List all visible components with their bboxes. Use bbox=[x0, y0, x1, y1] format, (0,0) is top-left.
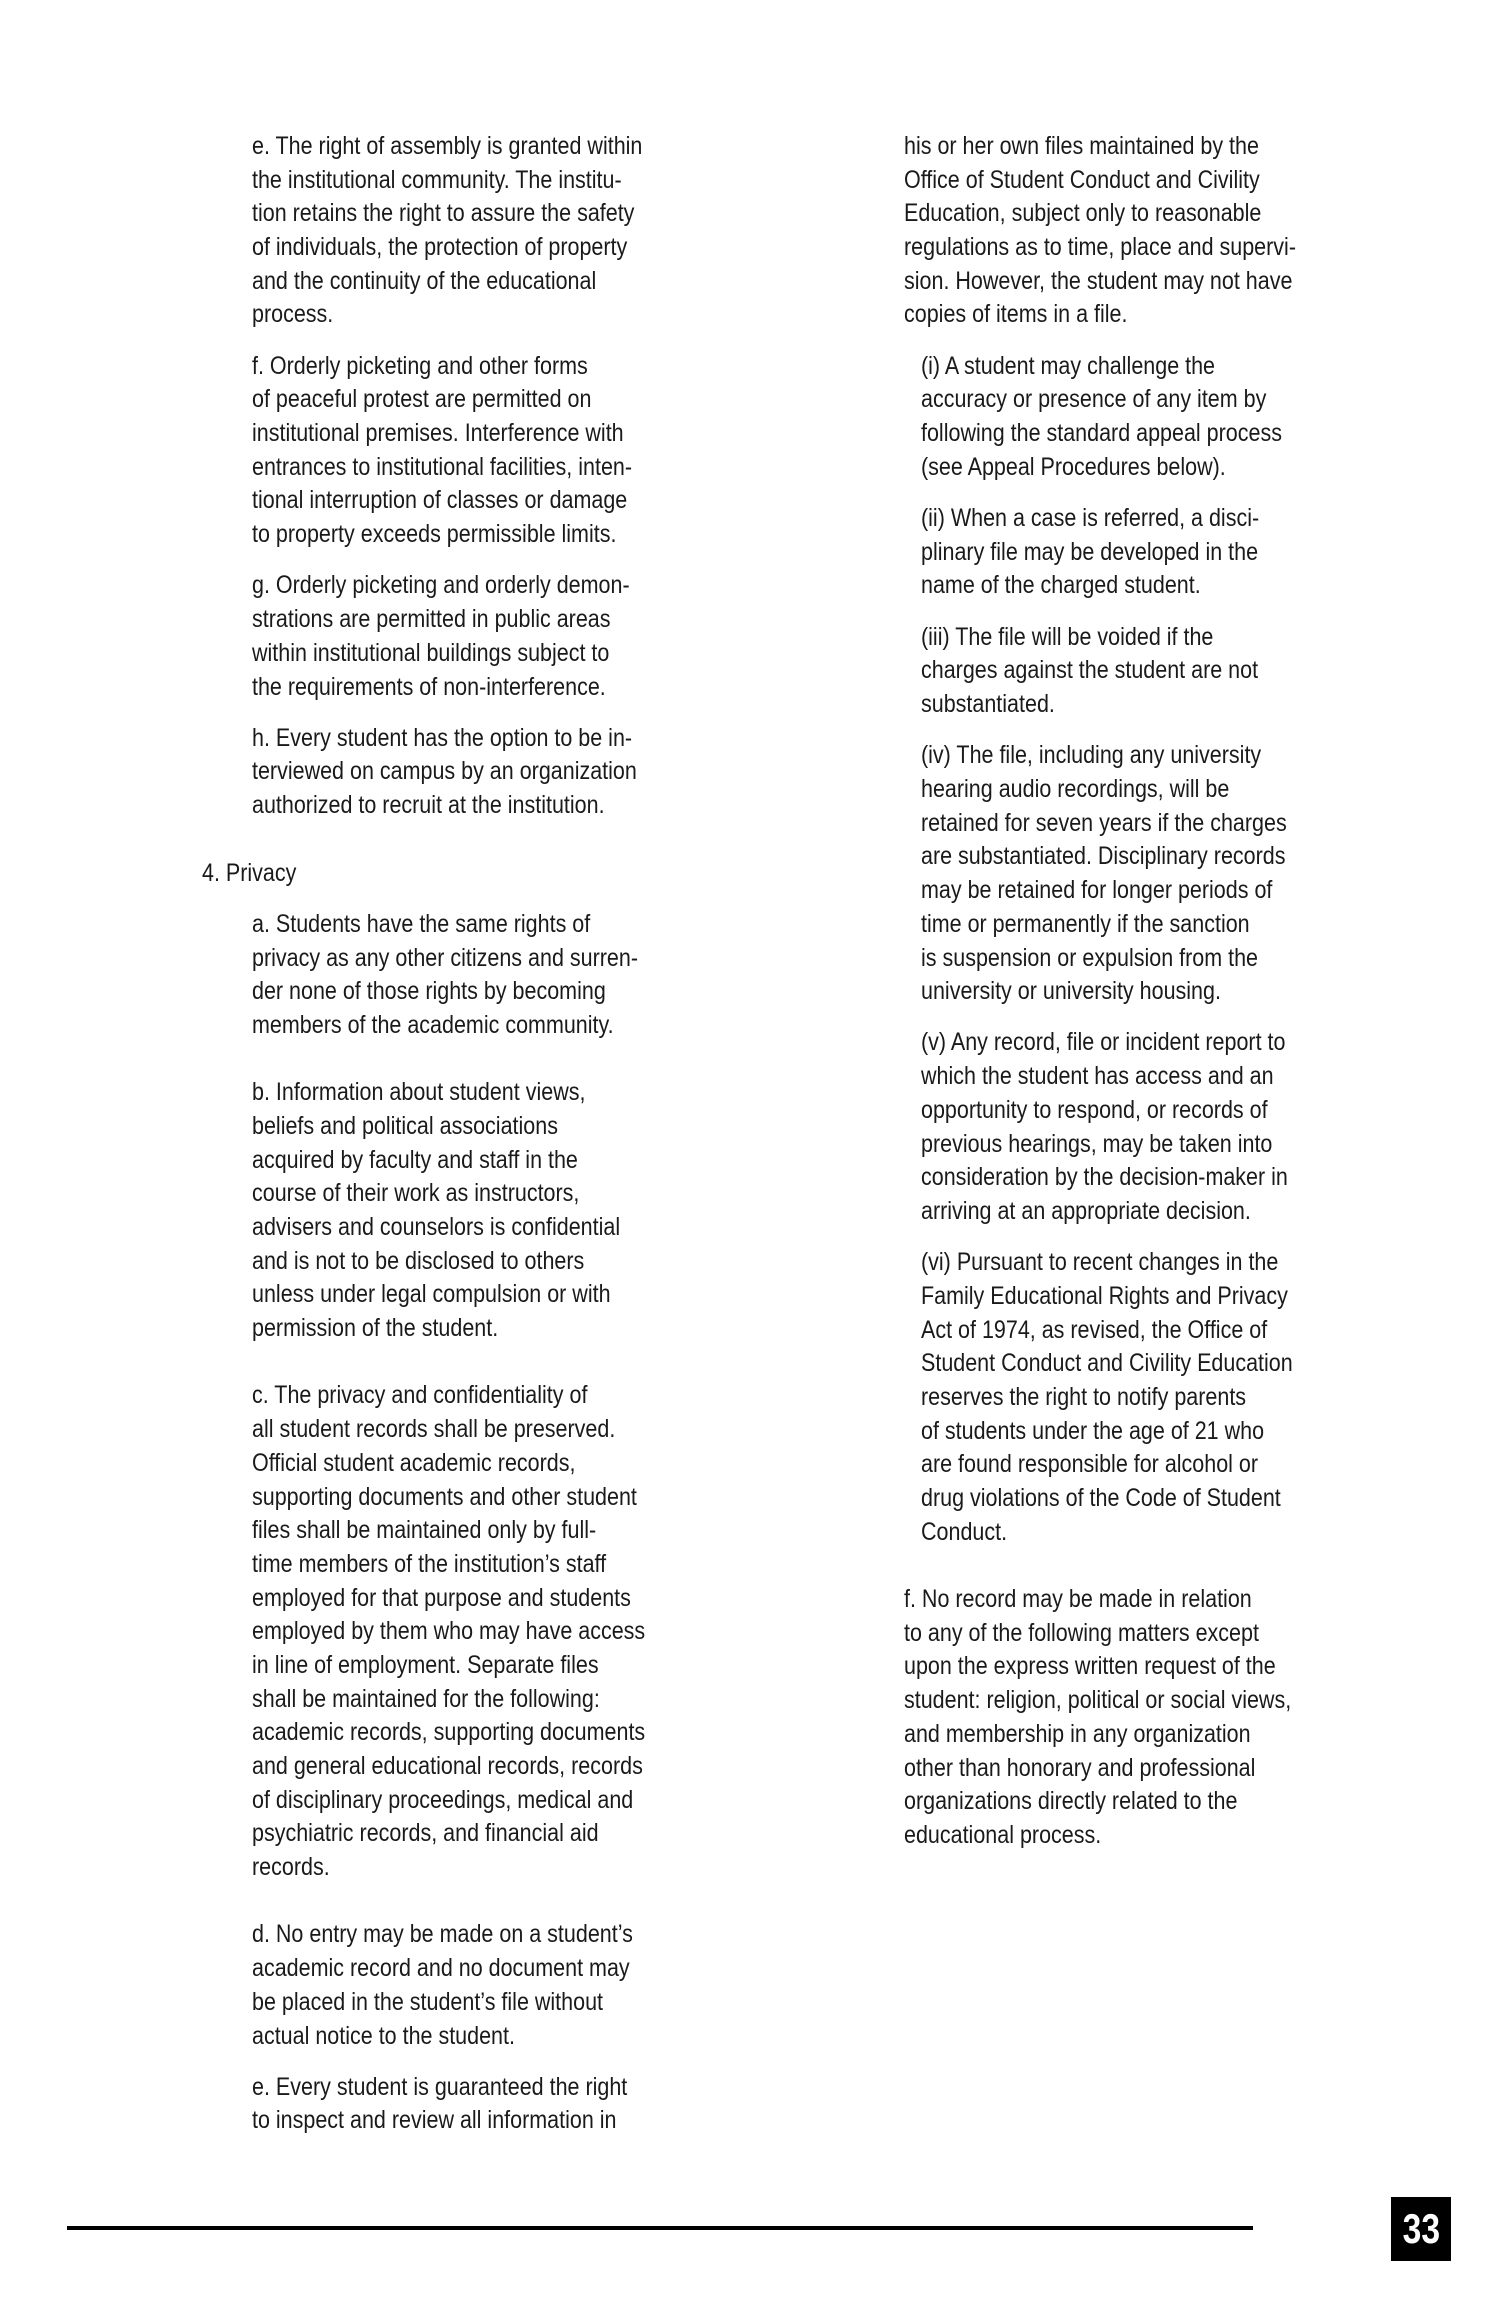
text-line: drug violations of the Code of Student bbox=[921, 1484, 1281, 1512]
paragraph bbox=[904, 1583, 1364, 1853]
text-line: d. No entry may be made on a student’s bbox=[252, 1920, 633, 1949]
text-line: b. Information about student views, bbox=[252, 1078, 586, 1107]
text-line: opportunity to respond, or records of bbox=[921, 1095, 1268, 1124]
text-line: to any of the following matters except bbox=[904, 1618, 1259, 1647]
text-line: which the student has access and an bbox=[921, 1062, 1274, 1091]
text-line: accuracy or presence of any item by bbox=[921, 385, 1267, 414]
text-line: 4. Privacy bbox=[202, 858, 297, 887]
text-line: (i) A student may challenge the bbox=[921, 351, 1216, 380]
text-line: are found responsible for alcohol or bbox=[921, 1450, 1259, 1479]
text-line: charges against the student are not bbox=[921, 656, 1259, 685]
paragraph bbox=[904, 130, 1364, 332]
text-line: h. Every student has the option to be in- bbox=[252, 723, 633, 752]
footer-rule bbox=[67, 2226, 1253, 2230]
text-line: other than honorary and professional bbox=[904, 1753, 1256, 1782]
text-line: (ii) When a case is referred, a disci- bbox=[921, 504, 1260, 533]
text-line: to inspect and review all information in bbox=[252, 2106, 617, 2135]
text-line: is suspension or expulsion from the bbox=[921, 943, 1259, 972]
text-line: substantiated. bbox=[921, 690, 1055, 719]
section-heading bbox=[202, 857, 712, 891]
text-line: arriving at an appropriate decision. bbox=[921, 1196, 1251, 1225]
paragraph bbox=[252, 908, 712, 1043]
text-line: Act of 1974, as revised, the Office of bbox=[921, 1315, 1268, 1344]
text-line: e. Every student is guaranteed the right bbox=[252, 2072, 628, 2101]
right-column bbox=[904, 130, 1364, 1870]
paragraph bbox=[921, 1246, 1364, 1549]
text-line: Family Educational Rights and Privacy bbox=[921, 1281, 1288, 1310]
left-column bbox=[202, 130, 712, 2156]
text-line: process. bbox=[252, 300, 334, 329]
text-line: the requirements of non-interference. bbox=[252, 672, 606, 701]
text-line: Education, subject only to reasonable bbox=[904, 199, 1262, 228]
text-line: of individuals, the protection of property bbox=[252, 233, 628, 262]
text-line: permission of the student. bbox=[252, 1314, 499, 1343]
text-line: the institutional community. The institu- bbox=[252, 165, 622, 194]
text-line: Official student academic records, bbox=[252, 1448, 576, 1477]
text-line: strations are permitted in public areas bbox=[252, 605, 611, 634]
text-line: name of the charged student. bbox=[921, 571, 1201, 600]
text-line: and is not to be disclosed to others bbox=[252, 1246, 585, 1275]
text-line: and the continuity of the educational bbox=[252, 266, 597, 295]
text-line: his or her own files maintained by the bbox=[904, 132, 1259, 160]
text-line: records. bbox=[252, 1853, 330, 1882]
text-line: educational process. bbox=[904, 1820, 1102, 1849]
text-line: entrances to institutional facilities, inten- bbox=[252, 452, 633, 481]
paragraph bbox=[252, 569, 712, 704]
text-line: to property exceeds permissible limits. bbox=[252, 520, 617, 549]
text-line: are substantiated. Disciplinary records bbox=[921, 842, 1286, 871]
text-line: advisers and counselors is confidential bbox=[252, 1213, 621, 1241]
paragraph bbox=[252, 350, 712, 552]
text-line: (iii) The file will be voided if the bbox=[921, 622, 1214, 651]
page-number: 33 bbox=[1402, 2205, 1440, 2252]
text-line: university or university housing. bbox=[921, 977, 1221, 1006]
text-line: organizations directly related to the bbox=[904, 1787, 1238, 1816]
paragraph bbox=[921, 621, 1364, 722]
paragraph bbox=[252, 722, 712, 823]
text-line: tional interruption of classes or damage bbox=[252, 486, 628, 515]
text-line: be placed in the student’s file without bbox=[252, 1987, 604, 2016]
text-line: may be retained for longer periods of bbox=[921, 876, 1273, 905]
text-line: employed by them who may have access bbox=[252, 1617, 646, 1646]
text-line: consideration by the decision-maker in bbox=[921, 1163, 1288, 1192]
text-line: time or permanently if the sanction bbox=[921, 909, 1250, 938]
paragraph bbox=[252, 1918, 712, 2053]
text-line: tion retains the right to assure the safety bbox=[252, 199, 635, 228]
text-line: in line of employment. Separate files bbox=[252, 1650, 599, 1679]
text-line: Office of Student Conduct and Civility bbox=[904, 165, 1260, 194]
text-line: (iv) The file, including any university bbox=[921, 741, 1262, 770]
paragraph bbox=[252, 130, 712, 332]
text-line: a. Students have the same rights of bbox=[252, 909, 591, 938]
paragraph bbox=[921, 502, 1364, 603]
text-line: within institutional buildings subject to bbox=[252, 638, 610, 667]
text-line: authorized to recruit at the institution. bbox=[252, 791, 605, 820]
text-line: actual notice to the student. bbox=[252, 2021, 515, 2050]
text-line: (vi) Pursuant to recent changes in the bbox=[921, 1248, 1279, 1277]
text-line: employed for that purpose and students bbox=[252, 1583, 631, 1612]
text-line: psychiatric records, and financial aid bbox=[252, 1819, 599, 1848]
text-line: student: religion, political or social views, bbox=[904, 1686, 1292, 1715]
text-line: der none of those rights by becoming bbox=[252, 977, 606, 1006]
text-line: and membership in any organization bbox=[904, 1719, 1251, 1748]
text-line: reserves the right to notify parents bbox=[921, 1382, 1247, 1411]
text-line: of disciplinary proceedings, medical and bbox=[252, 1785, 634, 1814]
text-line: academic records, supporting documents bbox=[252, 1718, 646, 1747]
text-line: following the standard appeal process bbox=[921, 419, 1282, 448]
page-number-box bbox=[1391, 2197, 1451, 2261]
text-line: shall be maintained for the following: bbox=[252, 1684, 600, 1713]
text-line: (see Appeal Procedures below). bbox=[921, 452, 1226, 481]
text-line: members of the academic community. bbox=[252, 1010, 614, 1039]
text-line: Conduct. bbox=[921, 1517, 1008, 1546]
text-line: academic record and no document may bbox=[252, 1954, 630, 1983]
text-line: acquired by faculty and staff in the bbox=[252, 1145, 578, 1174]
text-line: privacy as any other citizens and surren- bbox=[252, 943, 638, 972]
text-line: (v) Any record, file or incident report to bbox=[921, 1028, 1286, 1057]
text-line: and general educational records, records bbox=[252, 1752, 643, 1780]
text-line: sion. However, the student may not have bbox=[904, 266, 1293, 295]
text-line: f. No record may be made in relation bbox=[904, 1585, 1252, 1614]
text-line: previous hearings, may be taken into bbox=[921, 1129, 1273, 1158]
paragraph bbox=[252, 2071, 712, 2138]
text-line: supporting documents and other student bbox=[252, 1482, 637, 1511]
text-line: institutional premises. Interference with bbox=[252, 419, 624, 448]
text-line: e. The right of assembly is granted within bbox=[252, 132, 643, 160]
text-line: time members of the institution’s staff bbox=[252, 1549, 607, 1578]
text-line: of peaceful protest are permitted on bbox=[252, 385, 592, 414]
text-line: hearing audio recordings, will be bbox=[921, 775, 1230, 804]
text-line: upon the express written request of the bbox=[904, 1652, 1276, 1681]
text-line: g. Orderly picketing and orderly demon- bbox=[252, 571, 630, 600]
text-line: course of their work as instructors, bbox=[252, 1179, 580, 1208]
text-line: c. The privacy and confidentiality of bbox=[252, 1381, 588, 1410]
text-line: of students under the age of 21 who bbox=[921, 1416, 1265, 1445]
text-line: retained for seven years if the charges bbox=[921, 808, 1287, 837]
text-line: f. Orderly picketing and other forms bbox=[252, 351, 588, 380]
paragraph bbox=[252, 1076, 712, 1346]
paragraph bbox=[252, 1379, 712, 1884]
text-line: files shall be maintained only by full- bbox=[252, 1516, 597, 1545]
text-line: plinary file may be developed in the bbox=[921, 537, 1259, 566]
text-line: beliefs and political associations bbox=[252, 1111, 558, 1140]
text-line: Student Conduct and Civility Education bbox=[921, 1349, 1293, 1378]
text-line: regulations as to time, place and supervi- bbox=[904, 233, 1296, 262]
text-line: terviewed on campus by an organization bbox=[252, 757, 637, 786]
text-line: unless under legal compulsion or with bbox=[252, 1280, 611, 1309]
paragraph bbox=[921, 1026, 1364, 1228]
paragraph bbox=[921, 739, 1364, 1009]
text-line: copies of items in a file. bbox=[904, 300, 1128, 329]
paragraph bbox=[921, 350, 1364, 485]
text-line: all student records shall be preserved. bbox=[252, 1415, 616, 1444]
